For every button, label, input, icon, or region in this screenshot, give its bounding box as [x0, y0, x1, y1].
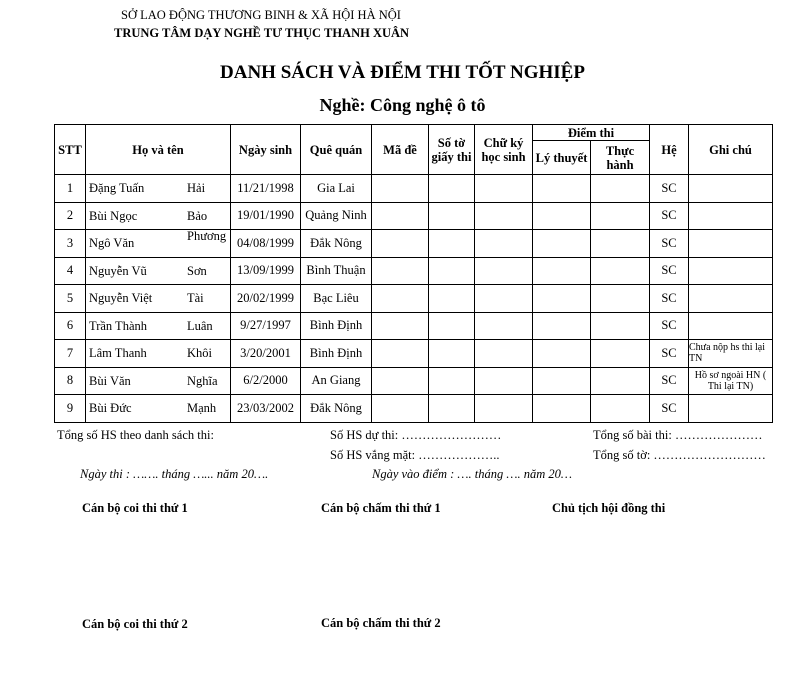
first-name: Đặng Tuấn	[89, 181, 145, 196]
document-subtitle: Nghề: Công nghệ ô tô	[319, 95, 486, 115]
cell-exam-code	[372, 367, 429, 395]
header-system: Hệ	[650, 125, 689, 175]
absent-count: Số HS vắng mặt: ………………..	[330, 448, 500, 462]
last-name: Nghĩa	[187, 373, 218, 388]
cell-signature	[475, 202, 533, 230]
cell-signature	[475, 340, 533, 368]
cell-hometown: Gia Lai	[301, 175, 372, 203]
cell-theory	[533, 367, 591, 395]
exam-date: Ngày thi : ……. tháng …... năm 20….	[80, 467, 269, 481]
score-entry-date: Ngày vào điểm : …. tháng …. năm 20…	[372, 467, 572, 481]
last-name: Bảo	[187, 208, 208, 223]
cell-stt: 5	[55, 285, 86, 313]
ministry-header: SỞ LAO ĐỘNG THƯƠNG BINH & XÃ HỘI HÀ NỘI	[121, 8, 401, 22]
table-row	[55, 175, 773, 203]
table-row	[55, 340, 773, 368]
cell-system: SC	[650, 285, 689, 313]
cell-note	[689, 312, 773, 340]
exam-results-table	[54, 124, 773, 423]
cell-practice	[591, 340, 650, 368]
cell-exam-code	[372, 257, 429, 285]
cell-practice	[591, 395, 650, 423]
header-dob: Ngày sinh	[231, 125, 301, 175]
cell-system: SC	[650, 312, 689, 340]
cell-hometown: Đắk Nông	[301, 230, 372, 258]
header-hometown: Quê quán	[301, 125, 372, 175]
header-name: Họ và tên	[86, 125, 231, 175]
cell-system: SC	[650, 202, 689, 230]
total-list-label: Tổng số HS theo danh sách thi:	[57, 428, 214, 442]
cell-name	[86, 395, 231, 423]
cell-system: SC	[650, 367, 689, 395]
cell-signature	[475, 175, 533, 203]
header-stt: STT	[55, 125, 86, 175]
cell-stt: 6	[55, 312, 86, 340]
table-row	[55, 367, 773, 395]
cell-name	[86, 312, 231, 340]
cell-dob: 3/20/2001	[231, 340, 301, 368]
cell-name	[86, 230, 231, 258]
cell-signature	[475, 367, 533, 395]
cell-exam-code	[372, 175, 429, 203]
cell-name	[86, 257, 231, 285]
last-name: Luân	[187, 318, 213, 333]
cell-theory	[533, 395, 591, 423]
cell-signature	[475, 285, 533, 313]
cell-dob: 11/21/1998	[231, 175, 301, 203]
cell-note	[689, 230, 773, 258]
cell-hometown: Bình Định	[301, 340, 372, 368]
total-papers: Tổng số bài thi: …………………	[593, 428, 763, 442]
signature-proctor-1: Cán bộ coi thi thứ 1	[82, 501, 188, 515]
cell-hometown: Bình Định	[301, 312, 372, 340]
cell-dob: 13/09/1999	[231, 257, 301, 285]
cell-sheets	[429, 285, 475, 313]
first-name: Lâm Thanh	[89, 346, 147, 361]
cell-dob: 20/02/1999	[231, 285, 301, 313]
signature-proctor-2: Cán bộ coi thi thứ 2	[82, 617, 188, 631]
cell-exam-code	[372, 395, 429, 423]
cell-dob: 23/03/2002	[231, 395, 301, 423]
first-name: Bùi Ngọc	[89, 208, 138, 223]
last-name: Khôi	[187, 346, 212, 361]
table-row	[55, 395, 773, 423]
cell-theory	[533, 230, 591, 258]
first-name: Ngô Văn	[89, 236, 135, 251]
cell-hometown: Bình Thuận	[301, 257, 372, 285]
first-name: Nguyễn Vũ	[89, 263, 147, 278]
header-score-group: Điểm thi	[533, 125, 650, 141]
cell-stt: 1	[55, 175, 86, 203]
last-name: Phương	[187, 229, 227, 244]
cell-system: SC	[650, 230, 689, 258]
cell-signature	[475, 312, 533, 340]
cell-exam-code	[372, 230, 429, 258]
cell-dob: 6/2/2000	[231, 367, 301, 395]
signature-grader-1: Cán bộ chấm thi thứ 1	[321, 501, 441, 515]
cell-dob: 19/01/1990	[231, 202, 301, 230]
total-sheets: Tổng số tờ: ………………………	[593, 448, 766, 462]
first-name: Bùi Đức	[89, 401, 132, 416]
cell-note	[689, 285, 773, 313]
cell-note	[689, 395, 773, 423]
cell-theory	[533, 202, 591, 230]
cell-name	[86, 202, 231, 230]
cell-sheets	[429, 175, 475, 203]
cell-practice	[591, 367, 650, 395]
cell-dob: 04/08/1999	[231, 230, 301, 258]
cell-note: Hồ sơ ngoài HN ( Thi lại TN)	[689, 367, 773, 395]
cell-signature	[475, 395, 533, 423]
cell-stt: 2	[55, 202, 86, 230]
cell-theory	[533, 175, 591, 203]
header-signature: Chữ ký học sinh	[475, 125, 533, 175]
cell-exam-code	[372, 202, 429, 230]
cell-stt: 8	[55, 367, 86, 395]
cell-signature	[475, 230, 533, 258]
cell-sheets	[429, 257, 475, 285]
cell-system: SC	[650, 257, 689, 285]
table-row	[55, 285, 773, 313]
cell-sheets	[429, 395, 475, 423]
cell-name	[86, 285, 231, 313]
cell-note: Chưa nộp hs thi lại TN	[689, 340, 773, 368]
table-body	[55, 175, 773, 423]
cell-name	[86, 340, 231, 368]
cell-sheets	[429, 312, 475, 340]
cell-note	[689, 175, 773, 203]
cell-practice	[591, 175, 650, 203]
last-name: Hải	[187, 181, 206, 196]
cell-sheets	[429, 367, 475, 395]
table-row	[55, 257, 773, 285]
header-exam-code: Mã đề	[372, 125, 429, 175]
first-name: Bùi Văn	[89, 373, 131, 388]
cell-theory	[533, 340, 591, 368]
last-name: Tài	[187, 291, 204, 306]
cell-sheets	[429, 230, 475, 258]
header-practice: Thực hành	[591, 141, 650, 175]
last-name: Sơn	[187, 263, 207, 278]
signature-chairman: Chủ tịch hội đồng thi	[552, 501, 666, 515]
document-title: DANH SÁCH VÀ ĐIỂM THI TỐT NGHIỆP	[220, 62, 585, 83]
present-count: Số HS dự thi: ……………………	[330, 428, 502, 442]
cell-theory	[533, 285, 591, 313]
cell-system: SC	[650, 175, 689, 203]
cell-practice	[591, 312, 650, 340]
first-name: Trần Thành	[89, 318, 147, 333]
table-row	[55, 312, 773, 340]
cell-system: SC	[650, 395, 689, 423]
cell-hometown: Đắk Nông	[301, 395, 372, 423]
cell-stt: 9	[55, 395, 86, 423]
cell-theory	[533, 312, 591, 340]
cell-stt: 7	[55, 340, 86, 368]
center-header: TRUNG TÂM DẠY NGHỀ TƯ THỤC THANH XUÂN	[114, 26, 410, 40]
signature-grader-2: Cán bộ chấm thi thứ 2	[321, 616, 441, 630]
last-name: Mạnh	[187, 401, 217, 416]
cell-exam-code	[372, 340, 429, 368]
header-notes: Ghi chú	[689, 125, 773, 175]
cell-sheets	[429, 340, 475, 368]
cell-name	[86, 367, 231, 395]
cell-stt: 3	[55, 230, 86, 258]
cell-practice	[591, 285, 650, 313]
cell-hometown: Bạc Liêu	[301, 285, 372, 313]
cell-signature	[475, 257, 533, 285]
table-row	[55, 230, 773, 258]
header-sheets: Số tờ giấy thi	[429, 125, 475, 175]
cell-exam-code	[372, 285, 429, 313]
cell-hometown: An Giang	[301, 367, 372, 395]
cell-note	[689, 257, 773, 285]
cell-sheets	[429, 202, 475, 230]
cell-theory	[533, 257, 591, 285]
cell-note	[689, 202, 773, 230]
cell-system: SC	[650, 340, 689, 368]
cell-hometown: Quảng Ninh	[301, 202, 372, 230]
table-row	[55, 202, 773, 230]
cell-name	[86, 175, 231, 203]
first-name: Nguyễn Việt	[89, 291, 153, 306]
header-theory: Lý thuyết	[533, 141, 591, 175]
cell-stt: 4	[55, 257, 86, 285]
cell-dob: 9/27/1997	[231, 312, 301, 340]
cell-practice	[591, 257, 650, 285]
cell-practice	[591, 230, 650, 258]
cell-exam-code	[372, 312, 429, 340]
cell-practice	[591, 202, 650, 230]
